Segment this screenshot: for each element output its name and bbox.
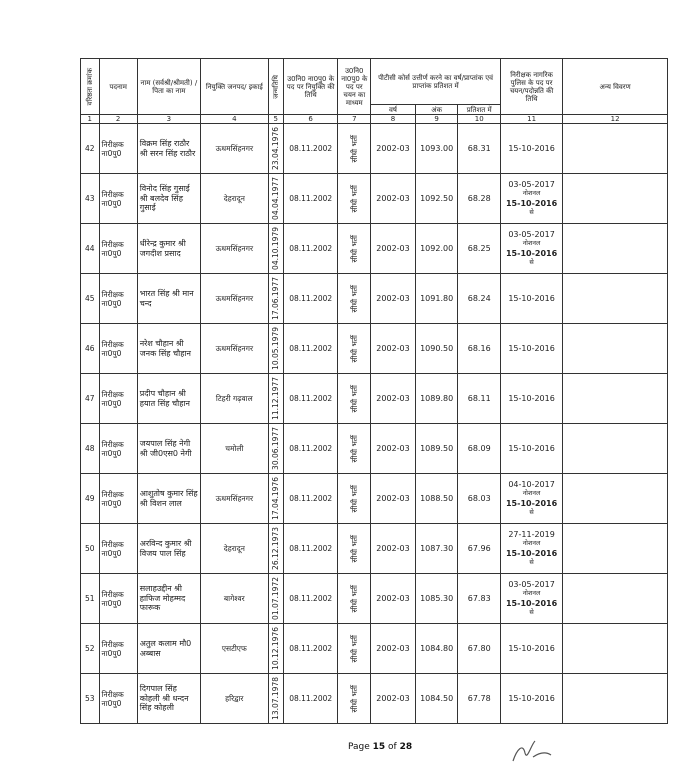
appointment-date: 08.11.2002 [283,374,338,424]
appointment-date: 08.11.2002 [283,124,338,174]
seniority-number: 53 [81,674,100,724]
appointment-date: 08.11.2002 [283,524,338,574]
date-of-birth [268,674,283,724]
promotion-date-cell [500,224,562,274]
selection-mode [338,474,371,524]
table-row [81,524,668,574]
seniority-number: 45 [81,274,100,324]
ptc-year: 2002-03 [371,274,416,324]
selection-mode-text: सीधी भर्ती [349,284,359,313]
seniority-number: 42 [81,124,100,174]
selection-mode [338,624,371,674]
header-marks: अंक [415,105,458,115]
date-of-birth [268,424,283,474]
ptc-percent: 68.31 [458,124,501,174]
notional-note: नोशनल [522,539,541,547]
officer-name: अतुल कलाम मौ0 अब्बास [137,624,200,674]
column-number: 6 [283,115,338,124]
notional-note: नोशनल [522,489,541,497]
selection-mode-text: सीधी भर्ती [349,134,359,163]
ptc-marks: 1093.00 [415,124,458,174]
table-row [81,624,668,674]
promotion-date: 15-10-2016 [505,548,558,558]
ptc-year: 2002-03 [371,124,416,174]
date-of-birth [268,474,283,524]
date-of-birth [268,224,283,274]
other-details [563,274,668,324]
officer-name: प्रदीप चौहान श्री हयात सिंह चौहान [137,374,200,424]
table-header [81,59,668,124]
posting-district: ऊधमसिंहनगर [200,224,268,274]
date-of-birth-text: 13.07.1978 [271,677,281,720]
column-number: 11 [500,115,562,124]
handwritten-signature [505,735,555,765]
column-number: 1 [81,115,100,124]
ptc-year: 2002-03 [371,174,416,224]
selection-mode [338,174,371,224]
ptc-marks: 1084.50 [415,674,458,724]
header-dob: जन्मतिथि [268,59,283,115]
promotion-actual-date: 03-05-2017 [508,579,555,589]
appointment-date: 08.11.2002 [283,274,338,324]
appointment-date: 08.11.2002 [283,324,338,374]
column-number: 4 [200,115,268,124]
selection-mode [338,124,371,174]
promotion-date: 15-10-2016 [508,643,555,653]
promotion-date: 15-10-2016 [508,693,555,703]
ptc-percent: 68.03 [458,474,501,524]
appointment-date: 08.11.2002 [283,624,338,674]
date-of-birth-text: 10.05.1979 [271,327,281,370]
header-other-details: अन्य विवरण [563,59,668,115]
promotion-from-note: से [529,558,534,566]
ptc-year: 2002-03 [371,674,416,724]
selection-mode-text: सीधी भर्ती [349,334,359,363]
seniority-number: 51 [81,574,100,624]
officer-name: आशुतोष कुमार सिंह श्री विशन लाल [137,474,200,524]
posting-district: टिहरी गढ़वाल [200,374,268,424]
posting-district: देहरादून [200,524,268,574]
posting-district: ऊधमसिंहनगर [200,474,268,524]
ptc-percent: 68.24 [458,274,501,324]
table-row [81,374,668,424]
table-row [81,224,668,274]
appointment-date: 08.11.2002 [283,474,338,524]
seniority-number: 47 [81,374,100,424]
ptc-marks: 1085.30 [415,574,458,624]
promotion-date-cell [500,324,562,374]
posting-district: ऊधमसिंहनगर [200,124,268,174]
officer-name: दिगपाल सिंह कोहली श्री धन्दन सिंह कोहली [137,674,200,724]
date-of-birth-text: 04.10.1979 [271,227,281,270]
ptc-marks: 1089.80 [415,374,458,424]
selection-mode-text: सीधी भर्ती [349,234,359,263]
other-details [563,224,668,274]
posting-district: ऊधमसिंहनगर [200,324,268,374]
date-of-birth-text: 04.04.1977 [271,177,281,220]
promotion-from-note: से [529,258,534,266]
page-separator: of [385,742,400,752]
promotion-from-note: से [529,508,534,516]
column-number-row [81,115,668,124]
designation: निरीक्षक ना0पु0 [99,224,137,274]
selection-mode [338,274,371,324]
ptc-year: 2002-03 [371,574,416,624]
posting-district: चमोली [200,424,268,474]
notional-note: नोशनल [522,189,541,197]
date-of-birth [268,324,283,374]
appointment-date: 08.11.2002 [283,424,338,474]
promotion-date: 15-10-2016 [505,248,558,258]
officer-name: विक्रम सिंह राठौर श्री सरन सिंह राठौर [137,124,200,174]
ptc-year: 2002-03 [371,474,416,524]
date-of-birth [268,124,283,174]
date-of-birth [268,174,283,224]
date-of-birth-text: 23.04.1976 [271,127,281,170]
ptc-marks: 1087.30 [415,524,458,574]
date-of-birth-text: 11.12.1977 [271,377,281,420]
selection-mode-text: सीधी भर्ती [349,384,359,413]
other-details [563,624,668,674]
promotion-date-cell [500,474,562,524]
designation: निरीक्षक ना0पु0 [99,324,137,374]
promotion-date-cell [500,524,562,574]
selection-mode [338,424,371,474]
officer-name: सलाहउद्दीन श्री हाफिज मोहम्मद फारूक [137,574,200,624]
table-row [81,324,668,374]
current-page-number: 15 [372,742,386,752]
date-of-birth [268,574,283,624]
designation: निरीक्षक ना0पु0 [99,424,137,474]
page-footer [348,742,412,752]
ptc-percent: 68.28 [458,174,501,224]
designation: निरीक्षक ना0पु0 [99,674,137,724]
designation: निरीक्षक ना0पु0 [99,124,137,174]
promotion-date-cell [500,374,562,424]
notional-note: नोशनल [522,239,541,247]
table-row [81,174,668,224]
date-of-birth [268,374,283,424]
other-details [563,374,668,424]
total-page-count: 28 [399,742,413,752]
date-of-birth [268,524,283,574]
seniority-number: 49 [81,474,100,524]
designation: निरीक्षक ना0पु0 [99,374,137,424]
seniority-number: 48 [81,424,100,474]
officer-name: विनोद सिंह गुसाई श्री बलदेव सिंह गुसाई [137,174,200,224]
column-number: 12 [563,115,668,124]
table-body [81,124,668,724]
designation: निरीक्षक ना0पु0 [99,174,137,224]
ptc-marks: 1092.50 [415,174,458,224]
header-district: नियुक्ति जनपद/ इकाई [200,59,268,115]
ptc-percent: 68.16 [458,324,501,374]
promotion-date: 15-10-2016 [505,498,558,508]
posting-district: ऊधमसिंहनगर [200,274,268,324]
ptc-marks: 1089.50 [415,424,458,474]
selection-mode [338,224,371,274]
selection-mode-text: सीधी भर्ती [349,684,359,713]
column-number: 8 [371,115,416,124]
promotion-actual-date: 03-05-2017 [508,229,555,239]
ptc-marks: 1090.50 [415,324,458,374]
officer-name: जयपाल सिंह नेगी श्री जी0एस0 नेगी [137,424,200,474]
seniority-number: 43 [81,174,100,224]
header-promotion-date: निरीक्षक नागरिक पुलिस के पद पर चयन/पदोन्नति की तिथि [500,59,562,115]
date-of-birth [268,274,283,324]
column-number: 5 [268,115,283,124]
seniority-number: 50 [81,524,100,574]
header-year: वर्ष [371,105,416,115]
other-details [563,674,668,724]
seniority-number: 44 [81,224,100,274]
designation: निरीक्षक ना0पु0 [99,474,137,524]
selection-mode-text: सीधी भर्ती [349,184,359,213]
header-appointment-date: उ0नि0 ना0पु0 के पद पर नियुक्ति की तिथि [283,59,338,115]
date-of-birth [268,624,283,674]
header-name: नाम (सर्वश्री/श्रीमती) /पिता का नाम [137,59,200,115]
appointment-date: 08.11.2002 [283,224,338,274]
selection-mode-text: सीधी भर्ती [349,584,359,613]
selection-mode-text: सीधी भर्ती [349,534,359,563]
ptc-year: 2002-03 [371,374,416,424]
table-row [81,124,668,174]
other-details [563,574,668,624]
table-row [81,474,668,524]
other-details [563,124,668,174]
promotion-date: 15-10-2016 [508,443,555,453]
other-details [563,174,668,224]
ptc-percent: 67.78 [458,674,501,724]
promotion-date-cell [500,574,562,624]
header-designation: पदनाम [99,59,137,115]
column-number: 7 [338,115,371,124]
notional-note: नोशनल [522,589,541,597]
promotion-date: 15-10-2016 [505,598,558,608]
column-number: 10 [458,115,501,124]
other-details [563,424,668,474]
table-row [81,424,668,474]
officer-name: धीरेन्द्र कुमार श्री जगदीश प्रसाद [137,224,200,274]
header-selection-mode: उ0नि0 ना0पु0 के पद पर चयन का माध्यम [338,59,371,115]
posting-district: हरिद्वार [200,674,268,724]
other-details [563,524,668,574]
selection-mode-text: सीधी भर्ती [349,634,359,663]
promotion-date-cell [500,124,562,174]
ptc-percent: 68.25 [458,224,501,274]
table-row [81,574,668,624]
ptc-percent: 67.96 [458,524,501,574]
header-ptc-course: पीटीसी कोर्स उत्तीर्ण करने का वर्ष/प्राप्तांक एवं प्राप्तांक प्रतिशत में [371,59,501,105]
date-of-birth-text: 17.06.1977 [271,277,281,320]
ptc-percent: 67.80 [458,624,501,674]
ptc-year: 2002-03 [371,624,416,674]
designation: निरीक्षक ना0पु0 [99,524,137,574]
promotion-date-cell [500,624,562,674]
selection-mode [338,524,371,574]
seniority-table [80,58,668,724]
column-number: 3 [137,115,200,124]
column-number: 9 [415,115,458,124]
posting-district: एसटीएफ [200,624,268,674]
ptc-year: 2002-03 [371,224,416,274]
selection-mode [338,674,371,724]
page-label: Page [348,742,373,752]
appointment-date: 08.11.2002 [283,574,338,624]
designation: निरीक्षक ना0पु0 [99,574,137,624]
posting-district: देहरादून [200,174,268,224]
ptc-percent: 68.09 [458,424,501,474]
officer-name: भारत सिंह श्री मान चन्द [137,274,200,324]
other-details [563,474,668,524]
selection-mode-text: सीधी भर्ती [349,484,359,513]
promotion-date: 15-10-2016 [505,198,558,208]
header-percent: प्रतिशत में [458,105,501,115]
date-of-birth-text: 30.06.1977 [271,427,281,470]
promotion-date-cell [500,674,562,724]
column-number: 2 [99,115,137,124]
officer-name: अरविन्द कुमार श्री विजय पाल सिंह [137,524,200,574]
table-row [81,674,668,724]
ptc-marks: 1091.80 [415,274,458,324]
selection-mode [338,574,371,624]
appointment-date: 08.11.2002 [283,674,338,724]
promotion-date: 15-10-2016 [508,393,555,403]
designation: निरीक्षक ना0पु0 [99,624,137,674]
other-details [563,324,668,374]
date-of-birth-text: 10.12.1976 [271,627,281,670]
seniority-number: 46 [81,324,100,374]
ptc-year: 2002-03 [371,424,416,474]
selection-mode [338,324,371,374]
ptc-marks: 1084.80 [415,624,458,674]
promotion-actual-date: 27-11-2019 [508,529,555,539]
designation: निरीक्षक ना0पु0 [99,274,137,324]
promotion-date-cell [500,174,562,224]
promotion-date: 15-10-2016 [508,293,555,303]
date-of-birth-text: 26.12.1973 [271,527,281,570]
promotion-from-note: से [529,608,534,616]
selection-mode [338,374,371,424]
ptc-percent: 67.83 [458,574,501,624]
promotion-date: 15-10-2016 [508,343,555,353]
promotion-from-note: से [529,208,534,216]
selection-mode-text: सीधी भर्ती [349,434,359,463]
date-of-birth-text: 01.07.1972 [271,577,281,620]
promotion-date-cell [500,274,562,324]
promotion-date: 15-10-2016 [508,143,555,153]
officer-name: नरेश चौहान श्री जनक सिंह चौहान [137,324,200,374]
promotion-date-cell [500,424,562,474]
ptc-marks: 1092.00 [415,224,458,274]
posting-district: बागेश्वर [200,574,268,624]
ptc-year: 2002-03 [371,324,416,374]
header-seniority: वरिष्ठता क्रमांक [81,59,100,115]
ptc-year: 2002-03 [371,524,416,574]
date-of-birth-text: 17.04.1976 [271,477,281,520]
table-row [81,274,668,324]
promotion-actual-date: 03-05-2017 [508,179,555,189]
seniority-number: 52 [81,624,100,674]
ptc-marks: 1088.50 [415,474,458,524]
appointment-date: 08.11.2002 [283,174,338,224]
ptc-percent: 68.11 [458,374,501,424]
promotion-actual-date: 04-10-2017 [508,479,555,489]
